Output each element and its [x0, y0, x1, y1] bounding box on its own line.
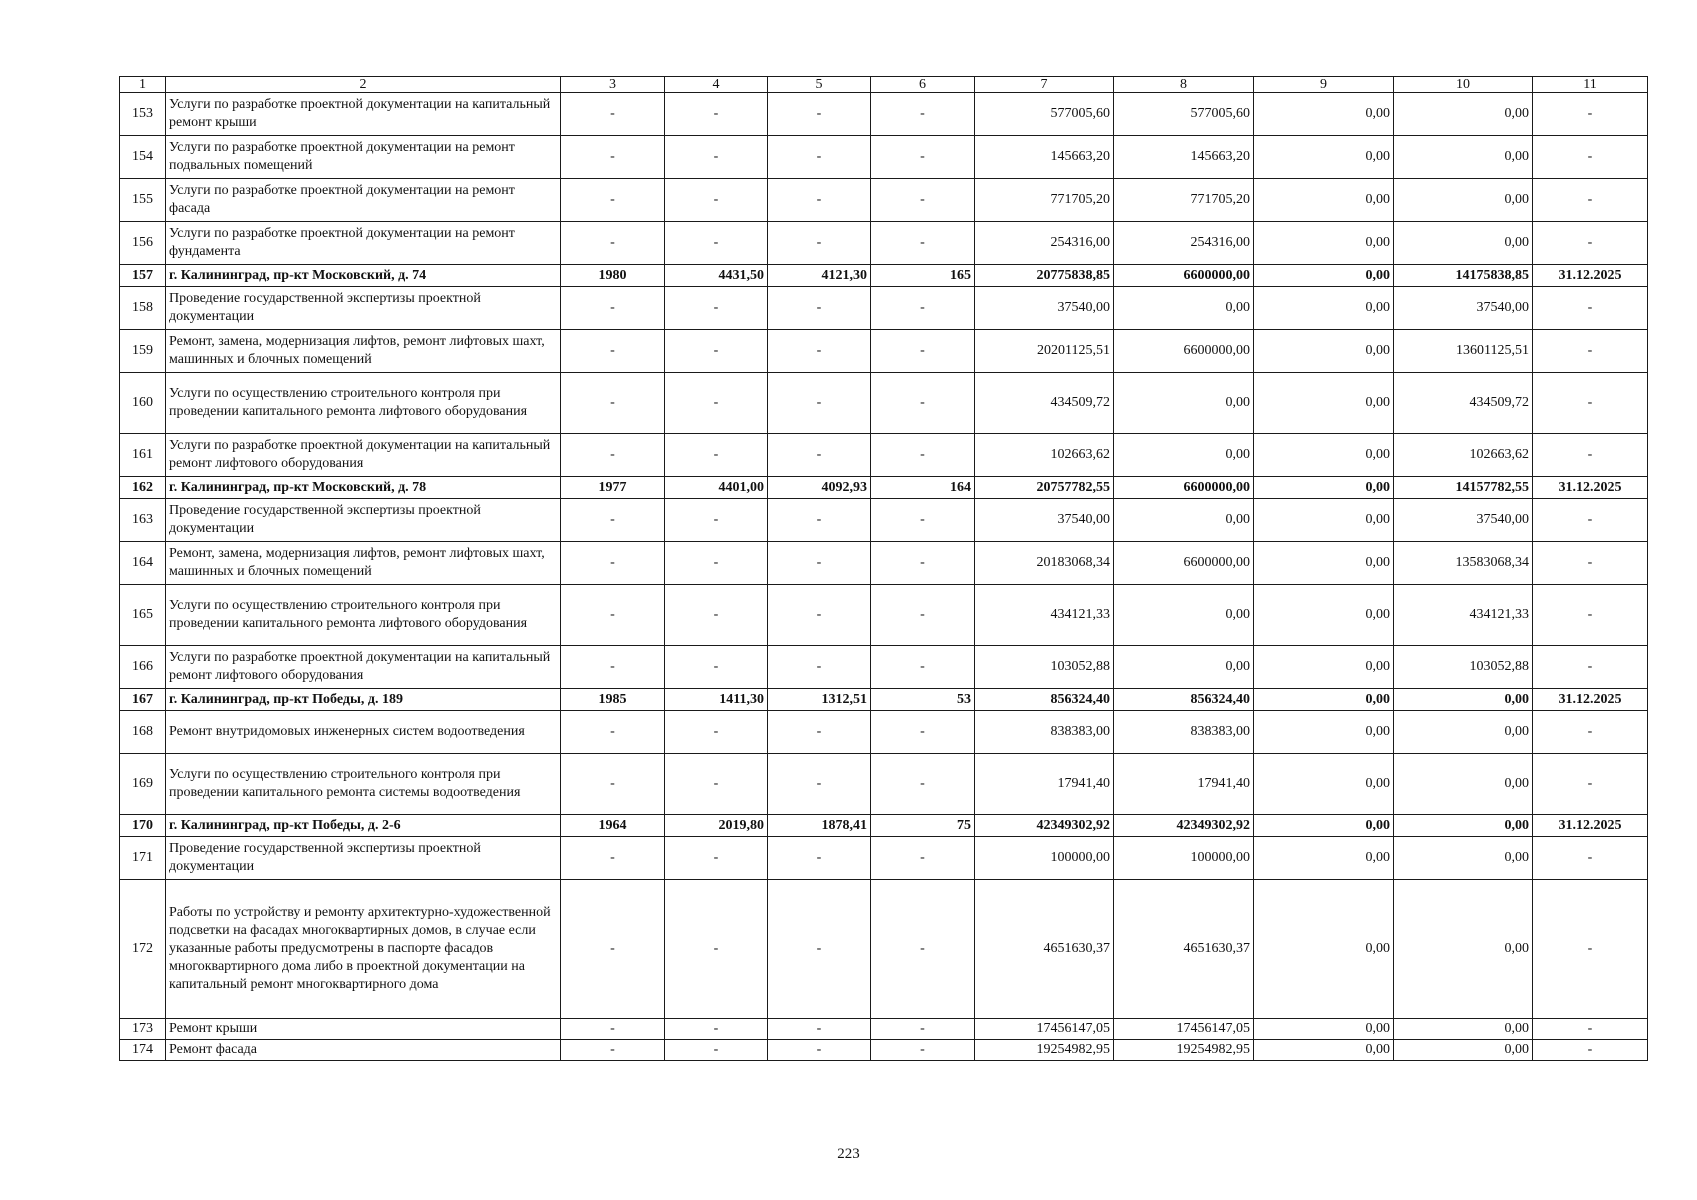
living-area-cell: 1312,51: [768, 689, 871, 711]
total-cost-cell: 434509,72: [975, 373, 1114, 434]
deadline-cell: 31.12.2025: [1533, 265, 1648, 287]
residents-cell: -: [871, 880, 975, 1019]
total-area-cell: -: [665, 373, 768, 434]
residents-cell: -: [871, 179, 975, 222]
residents-cell: 75: [871, 815, 975, 837]
year-cell: -: [561, 222, 665, 265]
budget-cost-cell: 0,00: [1254, 373, 1394, 434]
fund-cost-cell: 254316,00: [1114, 222, 1254, 265]
work-item-row: [120, 542, 1648, 585]
budget-cost-cell: 0,00: [1254, 1040, 1394, 1061]
budget-cost-cell: 0,00: [1254, 93, 1394, 136]
work-name-cell: Ремонт, замена, модернизация лифтов, ремонт лифтовых шахт, машинных и блочных помещений: [166, 542, 561, 585]
year-cell: -: [561, 287, 665, 330]
total-cost-cell: 37540,00: [975, 287, 1114, 330]
living-area-cell: -: [768, 585, 871, 646]
fund-cost-cell: 6600000,00: [1114, 477, 1254, 499]
residents-cell: -: [871, 711, 975, 754]
residents-cell: -: [871, 499, 975, 542]
owner-cost-cell: 434121,33: [1394, 585, 1533, 646]
living-area-cell: -: [768, 434, 871, 477]
deadline-cell: -: [1533, 880, 1648, 1019]
total-cost-cell: 37540,00: [975, 499, 1114, 542]
work-item-row: [120, 373, 1648, 434]
row-number-cell: 166: [120, 646, 166, 689]
deadline-cell: -: [1533, 136, 1648, 179]
work-name-cell: г. Калининград, пр-кт Победы, д. 189: [166, 689, 561, 711]
total-area-cell: -: [665, 136, 768, 179]
column-header-5: 5: [768, 77, 871, 93]
total-cost-cell: 20757782,55: [975, 477, 1114, 499]
total-cost-cell: 19254982,95: [975, 1040, 1114, 1061]
work-name-cell: Услуги по разработке проектной документации на капитальный ремонт крыши: [166, 93, 561, 136]
column-header-4: 4: [665, 77, 768, 93]
row-number-cell: 157: [120, 265, 166, 287]
year-cell: -: [561, 93, 665, 136]
deadline-cell: -: [1533, 222, 1648, 265]
column-header-2: 2: [166, 77, 561, 93]
page-number: 223: [837, 1146, 860, 1162]
residents-cell: -: [871, 330, 975, 373]
living-area-cell: -: [768, 711, 871, 754]
living-area-cell: 1878,41: [768, 815, 871, 837]
living-area-cell: -: [768, 1019, 871, 1040]
work-name-cell: Работы по устройству и ремонту архитектурно-художественной подсветки на фасадах многоквартирных домов, в случае если указанные работы предусмотрены в паспорте фасадов многоквартирного дома либо в проектной документации на капитальный ремонт многоквартирного дома: [166, 880, 561, 1019]
living-area-cell: -: [768, 542, 871, 585]
budget-cost-cell: 0,00: [1254, 136, 1394, 179]
budget-cost-cell: 0,00: [1254, 1019, 1394, 1040]
fund-cost-cell: 577005,60: [1114, 93, 1254, 136]
table-body: [120, 77, 1648, 1061]
deadline-cell: -: [1533, 93, 1648, 136]
deadline-cell: -: [1533, 373, 1648, 434]
deadline-cell: -: [1533, 287, 1648, 330]
total-area-cell: -: [665, 837, 768, 880]
total-area-cell: -: [665, 880, 768, 1019]
total-cost-cell: 20183068,34: [975, 542, 1114, 585]
row-number-cell: 174: [120, 1040, 166, 1061]
year-cell: -: [561, 646, 665, 689]
work-name-cell: Ремонт, замена, модернизация лифтов, ремонт лифтовых шахт, машинных и блочных помещений: [166, 330, 561, 373]
budget-cost-cell: 0,00: [1254, 837, 1394, 880]
budget-cost-cell: 0,00: [1254, 880, 1394, 1019]
work-item-row: [120, 330, 1648, 373]
column-header-8: 8: [1114, 77, 1254, 93]
deadline-cell: -: [1533, 646, 1648, 689]
row-number-cell: 160: [120, 373, 166, 434]
owner-cost-cell: 37540,00: [1394, 287, 1533, 330]
fund-cost-cell: 145663,20: [1114, 136, 1254, 179]
residents-cell: 165: [871, 265, 975, 287]
total-cost-cell: 771705,20: [975, 179, 1114, 222]
budget-cost-cell: 0,00: [1254, 222, 1394, 265]
deadline-cell: -: [1533, 754, 1648, 815]
living-area-cell: -: [768, 499, 871, 542]
column-header-10: 10: [1394, 77, 1533, 93]
owner-cost-cell: 0,00: [1394, 136, 1533, 179]
deadline-cell: -: [1533, 837, 1648, 880]
year-cell: -: [561, 754, 665, 815]
living-area-cell: -: [768, 287, 871, 330]
total-area-cell: 4401,00: [665, 477, 768, 499]
budget-cost-cell: 0,00: [1254, 179, 1394, 222]
work-item-row: [120, 711, 1648, 754]
total-cost-cell: 103052,88: [975, 646, 1114, 689]
total-cost-cell: 4651630,37: [975, 880, 1114, 1019]
fund-cost-cell: 771705,20: [1114, 179, 1254, 222]
budget-cost-cell: 0,00: [1254, 754, 1394, 815]
deadline-cell: 31.12.2025: [1533, 689, 1648, 711]
row-number-cell: 167: [120, 689, 166, 711]
work-item-row: [120, 1019, 1648, 1040]
total-area-cell: -: [665, 287, 768, 330]
work-name-cell: Услуги по разработке проектной документации на ремонт подвальных помещений: [166, 136, 561, 179]
column-header-6: 6: [871, 77, 975, 93]
work-item-row: [120, 434, 1648, 477]
year-cell: -: [561, 585, 665, 646]
budget-cost-cell: 0,00: [1254, 434, 1394, 477]
year-cell: 1980: [561, 265, 665, 287]
fund-cost-cell: 42349302,92: [1114, 815, 1254, 837]
work-name-cell: Услуги по осуществлению строительного контроля при проведении капитального ремонта системы водоотведения: [166, 754, 561, 815]
fund-cost-cell: 0,00: [1114, 499, 1254, 542]
work-name-cell: г. Калининград, пр-кт Московский, д. 74: [166, 265, 561, 287]
total-cost-cell: 20775838,85: [975, 265, 1114, 287]
year-cell: 1964: [561, 815, 665, 837]
total-area-cell: -: [665, 1040, 768, 1061]
owner-cost-cell: 0,00: [1394, 222, 1533, 265]
owner-cost-cell: 102663,62: [1394, 434, 1533, 477]
residents-cell: -: [871, 222, 975, 265]
row-number-cell: 171: [120, 837, 166, 880]
total-area-cell: -: [665, 330, 768, 373]
residents-cell: -: [871, 837, 975, 880]
living-area-cell: -: [768, 754, 871, 815]
work-name-cell: Услуги по разработке проектной документации на ремонт фасада: [166, 179, 561, 222]
fund-cost-cell: 6600000,00: [1114, 330, 1254, 373]
budget-cost-cell: 0,00: [1254, 265, 1394, 287]
deadline-cell: -: [1533, 330, 1648, 373]
residents-cell: -: [871, 136, 975, 179]
total-area-cell: -: [665, 179, 768, 222]
living-area-cell: -: [768, 646, 871, 689]
address-row: [120, 689, 1648, 711]
row-number-cell: 161: [120, 434, 166, 477]
year-cell: -: [561, 711, 665, 754]
work-name-cell: Услуги по разработке проектной документации на ремонт фундамента: [166, 222, 561, 265]
fund-cost-cell: 0,00: [1114, 434, 1254, 477]
deadline-cell: -: [1533, 585, 1648, 646]
living-area-cell: -: [768, 373, 871, 434]
row-number-cell: 172: [120, 880, 166, 1019]
work-name-cell: Услуги по разработке проектной документации на капитальный ремонт лифтового оборудования: [166, 646, 561, 689]
owner-cost-cell: 14175838,85: [1394, 265, 1533, 287]
fund-cost-cell: 0,00: [1114, 287, 1254, 330]
work-item-row: [120, 499, 1648, 542]
total-cost-cell: 434121,33: [975, 585, 1114, 646]
fund-cost-cell: 4651630,37: [1114, 880, 1254, 1019]
total-cost-cell: 17941,40: [975, 754, 1114, 815]
row-number-cell: 168: [120, 711, 166, 754]
deadline-cell: -: [1533, 711, 1648, 754]
total-area-cell: -: [665, 754, 768, 815]
column-header-11: 11: [1533, 77, 1648, 93]
living-area-cell: -: [768, 136, 871, 179]
residents-cell: -: [871, 646, 975, 689]
owner-cost-cell: 0,00: [1394, 837, 1533, 880]
budget-cost-cell: 0,00: [1254, 585, 1394, 646]
column-header-1: 1: [120, 77, 166, 93]
work-name-cell: Услуги по разработке проектной документации на капитальный ремонт лифтового оборудования: [166, 434, 561, 477]
work-item-row: [120, 179, 1648, 222]
year-cell: 1977: [561, 477, 665, 499]
total-cost-cell: 102663,62: [975, 434, 1114, 477]
row-number-cell: 162: [120, 477, 166, 499]
living-area-cell: -: [768, 179, 871, 222]
budget-cost-cell: 0,00: [1254, 646, 1394, 689]
residents-cell: -: [871, 93, 975, 136]
owner-cost-cell: 0,00: [1394, 880, 1533, 1019]
deadline-cell: -: [1533, 434, 1648, 477]
row-number-cell: 153: [120, 93, 166, 136]
total-cost-cell: 17456147,05: [975, 1019, 1114, 1040]
row-number-cell: 170: [120, 815, 166, 837]
row-number-cell: 164: [120, 542, 166, 585]
owner-cost-cell: 0,00: [1394, 93, 1533, 136]
budget-cost-cell: 0,00: [1254, 815, 1394, 837]
work-name-cell: Услуги по осуществлению строительного контроля при проведении капитального ремонта лифтового оборудования: [166, 373, 561, 434]
fund-cost-cell: 0,00: [1114, 646, 1254, 689]
row-number-cell: 173: [120, 1019, 166, 1040]
living-area-cell: 4092,93: [768, 477, 871, 499]
residents-cell: 164: [871, 477, 975, 499]
deadline-cell: 31.12.2025: [1533, 477, 1648, 499]
row-number-cell: 159: [120, 330, 166, 373]
year-cell: -: [561, 179, 665, 222]
total-cost-cell: 42349302,92: [975, 815, 1114, 837]
total-area-cell: 1411,30: [665, 689, 768, 711]
owner-cost-cell: 0,00: [1394, 689, 1533, 711]
total-area-cell: -: [665, 222, 768, 265]
year-cell: -: [561, 330, 665, 373]
total-area-cell: 4431,50: [665, 265, 768, 287]
year-cell: -: [561, 837, 665, 880]
column-header-9: 9: [1254, 77, 1394, 93]
total-area-cell: -: [665, 1019, 768, 1040]
budget-cost-cell: 0,00: [1254, 477, 1394, 499]
total-area-cell: -: [665, 434, 768, 477]
residents-cell: -: [871, 1040, 975, 1061]
residents-cell: -: [871, 1019, 975, 1040]
work-item-row: [120, 287, 1648, 330]
deadline-cell: -: [1533, 1019, 1648, 1040]
address-row: [120, 265, 1648, 287]
year-cell: -: [561, 1019, 665, 1040]
work-name-cell: Ремонт крыши: [166, 1019, 561, 1040]
living-area-cell: -: [768, 222, 871, 265]
fund-cost-cell: 19254982,95: [1114, 1040, 1254, 1061]
work-name-cell: Проведение государственной экспертизы проектной документации: [166, 837, 561, 880]
work-name-cell: Ремонт внутридомовых инженерных систем водоотведения: [166, 711, 561, 754]
address-row: [120, 477, 1648, 499]
living-area-cell: -: [768, 1040, 871, 1061]
work-item-row: [120, 880, 1648, 1019]
row-number-cell: 154: [120, 136, 166, 179]
fund-cost-cell: 856324,40: [1114, 689, 1254, 711]
owner-cost-cell: 13583068,34: [1394, 542, 1533, 585]
work-name-cell: Услуги по осуществлению строительного контроля при проведении капитального ремонта лифтового оборудования: [166, 585, 561, 646]
residents-cell: 53: [871, 689, 975, 711]
total-area-cell: -: [665, 499, 768, 542]
fund-cost-cell: 6600000,00: [1114, 265, 1254, 287]
row-number-cell: 156: [120, 222, 166, 265]
year-cell: 1985: [561, 689, 665, 711]
residents-cell: -: [871, 287, 975, 330]
row-number-cell: 158: [120, 287, 166, 330]
owner-cost-cell: 0,00: [1394, 179, 1533, 222]
living-area-cell: -: [768, 837, 871, 880]
total-cost-cell: 20201125,51: [975, 330, 1114, 373]
deadline-cell: 31.12.2025: [1533, 815, 1648, 837]
total-cost-cell: 254316,00: [975, 222, 1114, 265]
owner-cost-cell: 0,00: [1394, 1040, 1533, 1061]
row-number-cell: 169: [120, 754, 166, 815]
year-cell: -: [561, 434, 665, 477]
budget-cost-cell: 0,00: [1254, 499, 1394, 542]
work-name-cell: Проведение государственной экспертизы проектной документации: [166, 499, 561, 542]
budget-cost-cell: 0,00: [1254, 711, 1394, 754]
owner-cost-cell: 14157782,55: [1394, 477, 1533, 499]
work-item-row: [120, 585, 1648, 646]
budget-cost-cell: 0,00: [1254, 287, 1394, 330]
year-cell: -: [561, 880, 665, 1019]
row-number-cell: 155: [120, 179, 166, 222]
living-area-cell: -: [768, 93, 871, 136]
address-row: [120, 815, 1648, 837]
work-item-row: [120, 136, 1648, 179]
owner-cost-cell: 434509,72: [1394, 373, 1533, 434]
budget-cost-cell: 0,00: [1254, 542, 1394, 585]
total-cost-cell: 145663,20: [975, 136, 1114, 179]
total-area-cell: -: [665, 93, 768, 136]
fund-cost-cell: 0,00: [1114, 585, 1254, 646]
fund-cost-cell: 17941,40: [1114, 754, 1254, 815]
total-area-cell: -: [665, 542, 768, 585]
column-header-7: 7: [975, 77, 1114, 93]
fund-cost-cell: 0,00: [1114, 373, 1254, 434]
fund-cost-cell: 6600000,00: [1114, 542, 1254, 585]
total-area-cell: -: [665, 646, 768, 689]
column-number-header-row: [120, 77, 1648, 93]
deadline-cell: -: [1533, 179, 1648, 222]
year-cell: -: [561, 1040, 665, 1061]
column-header-3: 3: [561, 77, 665, 93]
work-item-row: [120, 754, 1648, 815]
living-area-cell: 4121,30: [768, 265, 871, 287]
fund-cost-cell: 838383,00: [1114, 711, 1254, 754]
work-name-cell: г. Калининград, пр-кт Победы, д. 2-6: [166, 815, 561, 837]
total-cost-cell: 856324,40: [975, 689, 1114, 711]
living-area-cell: -: [768, 330, 871, 373]
row-number-cell: 165: [120, 585, 166, 646]
living-area-cell: -: [768, 880, 871, 1019]
year-cell: -: [561, 499, 665, 542]
residents-cell: -: [871, 754, 975, 815]
residents-cell: -: [871, 373, 975, 434]
total-cost-cell: 577005,60: [975, 93, 1114, 136]
deadline-cell: -: [1533, 542, 1648, 585]
total-area-cell: -: [665, 711, 768, 754]
owner-cost-cell: 0,00: [1394, 1019, 1533, 1040]
residents-cell: -: [871, 542, 975, 585]
total-cost-cell: 838383,00: [975, 711, 1114, 754]
owner-cost-cell: 0,00: [1394, 754, 1533, 815]
deadline-cell: -: [1533, 1040, 1648, 1061]
residents-cell: -: [871, 434, 975, 477]
capital-repair-table: [119, 76, 1648, 1061]
work-item-row: [120, 646, 1648, 689]
owner-cost-cell: 13601125,51: [1394, 330, 1533, 373]
year-cell: -: [561, 542, 665, 585]
row-number-cell: 163: [120, 499, 166, 542]
fund-cost-cell: 17456147,05: [1114, 1019, 1254, 1040]
work-item-row: [120, 93, 1648, 136]
total-area-cell: -: [665, 585, 768, 646]
work-item-row: [120, 1040, 1648, 1061]
owner-cost-cell: 37540,00: [1394, 499, 1533, 542]
owner-cost-cell: 0,00: [1394, 711, 1533, 754]
year-cell: -: [561, 373, 665, 434]
budget-cost-cell: 0,00: [1254, 689, 1394, 711]
fund-cost-cell: 100000,00: [1114, 837, 1254, 880]
deadline-cell: -: [1533, 499, 1648, 542]
total-area-cell: 2019,80: [665, 815, 768, 837]
residents-cell: -: [871, 585, 975, 646]
work-item-row: [120, 837, 1648, 880]
owner-cost-cell: 103052,88: [1394, 646, 1533, 689]
owner-cost-cell: 0,00: [1394, 815, 1533, 837]
year-cell: -: [561, 136, 665, 179]
total-cost-cell: 100000,00: [975, 837, 1114, 880]
work-name-cell: Ремонт фасада: [166, 1040, 561, 1061]
work-name-cell: г. Калининград, пр-кт Московский, д. 78: [166, 477, 561, 499]
work-name-cell: Проведение государственной экспертизы проектной документации: [166, 287, 561, 330]
budget-cost-cell: 0,00: [1254, 330, 1394, 373]
work-item-row: [120, 222, 1648, 265]
